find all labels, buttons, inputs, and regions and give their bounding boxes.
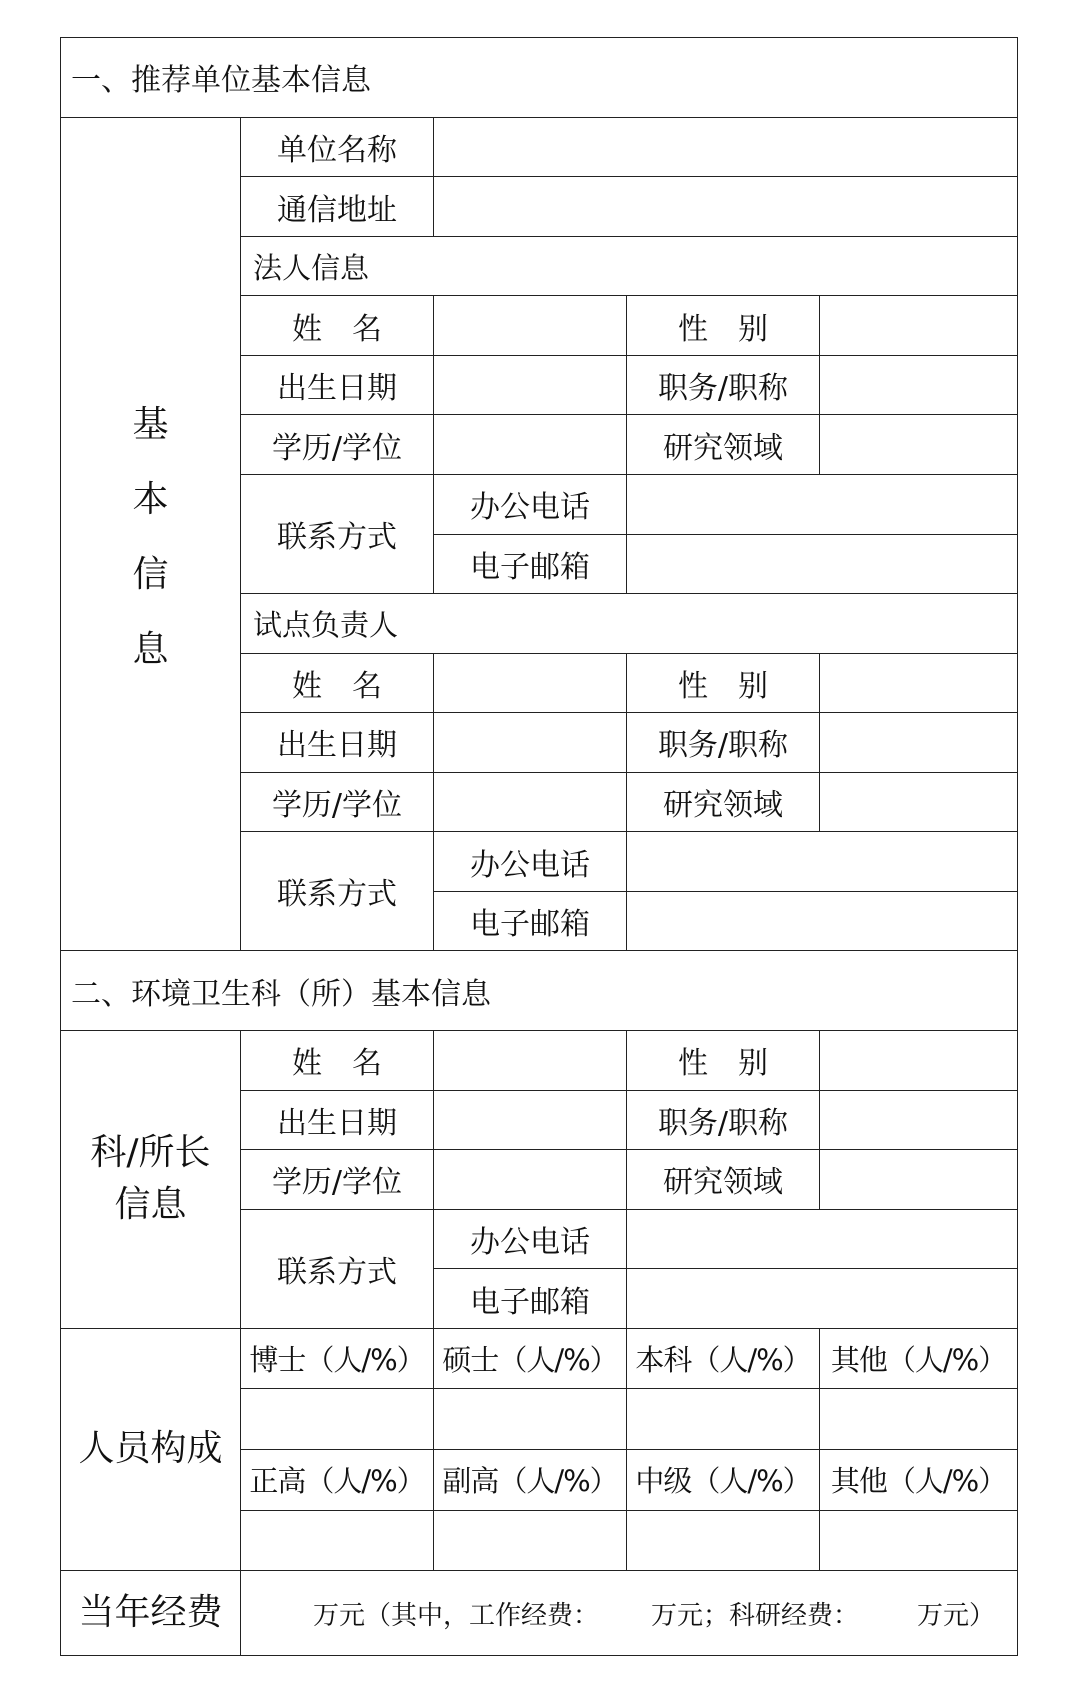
pilot-email-label: 电子邮箱 [434, 891, 627, 951]
annual-funds-label: 当年经费 [61, 1571, 241, 1656]
address-label: 通信地址 [241, 177, 434, 237]
pilot-phone-field[interactable] [627, 832, 1018, 892]
director-contact-label: 联系方式 [241, 1209, 434, 1328]
unit-name-field[interactable] [434, 117, 1018, 177]
director-education-label: 学历/学位 [241, 1150, 434, 1210]
funds-part2: 万元；科研经费： [651, 1600, 860, 1631]
pilot-contact-label: 联系方式 [241, 832, 434, 951]
pilot-gender-label: 性 别 [627, 653, 820, 713]
legal-phone-label: 办公电话 [434, 475, 627, 535]
legal-title-label: 职务/职称 [627, 355, 820, 415]
application-form-table [60, 37, 1018, 1656]
director-title-field[interactable] [820, 1090, 1018, 1150]
legal-email-label: 电子邮箱 [434, 534, 627, 594]
bachelor-header: 本科（人/%） [627, 1328, 820, 1389]
pilot-birth-label: 出生日期 [241, 713, 434, 773]
bachelor-field[interactable] [627, 1389, 820, 1450]
other-degree-field[interactable] [820, 1389, 1018, 1450]
address-field[interactable] [434, 177, 1018, 237]
pilot-name-field[interactable] [434, 653, 627, 713]
pilot-title-field[interactable] [820, 713, 1018, 773]
pilot-leader-header: 试点负责人 [241, 594, 1018, 654]
director-gender-label: 性 别 [627, 1031, 820, 1091]
legal-education-label: 学历/学位 [241, 415, 434, 475]
legal-field-field[interactable] [820, 415, 1018, 475]
director-education-field[interactable] [434, 1150, 627, 1210]
director-title-label: 职务/职称 [627, 1090, 820, 1150]
senior-header: 正高（人/%） [241, 1449, 434, 1510]
director-field-label: 研究领域 [627, 1150, 820, 1210]
pilot-education-label: 学历/学位 [241, 772, 434, 832]
pilot-field-label: 研究领域 [627, 772, 820, 832]
pilot-education-field[interactable] [434, 772, 627, 832]
pilot-email-field[interactable] [627, 891, 1018, 951]
other-title-field[interactable] [820, 1510, 1018, 1571]
funds-part3: 万元） [917, 1600, 996, 1631]
basic-info-label: 基 本 信 息 [61, 117, 241, 951]
director-phone-field[interactable] [627, 1209, 1018, 1269]
intermediate-header: 中级（人/%） [627, 1449, 820, 1510]
legal-title-field[interactable] [820, 355, 1018, 415]
legal-gender-label: 性 别 [627, 296, 820, 356]
director-info-label: 科/所长 信息 [61, 1031, 241, 1329]
director-birth-field[interactable] [434, 1090, 627, 1150]
unit-name-label: 单位名称 [241, 117, 434, 177]
director-name-label: 姓 名 [241, 1031, 434, 1091]
legal-contact-label: 联系方式 [241, 475, 434, 594]
funds-part1: 万元（其中，工作经费： [313, 1600, 600, 1631]
legal-person-header: 法人信息 [241, 236, 1018, 296]
director-email-field[interactable] [627, 1269, 1018, 1329]
pilot-name-label: 姓 名 [241, 653, 434, 713]
staff-composition-label: 人员构成 [61, 1328, 241, 1570]
legal-gender-field[interactable] [820, 296, 1018, 356]
phd-field[interactable] [241, 1389, 434, 1450]
master-header: 硕士（人/%） [434, 1328, 627, 1389]
director-field-field[interactable] [820, 1150, 1018, 1210]
pilot-birth-field[interactable] [434, 713, 627, 773]
legal-phone-field[interactable] [627, 475, 1018, 535]
pilot-title-label: 职务/职称 [627, 713, 820, 773]
director-name-field[interactable] [434, 1031, 627, 1091]
pilot-phone-label: 办公电话 [434, 832, 627, 892]
section1-title: 一、推荐单位基本信息 [61, 38, 1018, 118]
legal-name-field[interactable] [434, 296, 627, 356]
associate-senior-field[interactable] [434, 1510, 627, 1571]
senior-field[interactable] [241, 1510, 434, 1571]
legal-birth-field[interactable] [434, 355, 627, 415]
legal-birth-label: 出生日期 [241, 355, 434, 415]
associate-senior-header: 副高（人/%） [434, 1449, 627, 1510]
other-title-header: 其他（人/%） [820, 1449, 1018, 1510]
pilot-gender-field[interactable] [820, 653, 1018, 713]
master-field[interactable] [434, 1389, 627, 1450]
annual-funds-field[interactable] [241, 1571, 1018, 1656]
other-degree-header: 其他（人/%） [820, 1328, 1018, 1389]
section2-title: 二、环境卫生科（所）基本信息 [61, 951, 1018, 1031]
pilot-field-field[interactable] [820, 772, 1018, 832]
legal-email-field[interactable] [627, 534, 1018, 594]
director-birth-label: 出生日期 [241, 1090, 434, 1150]
legal-field-label: 研究领域 [627, 415, 820, 475]
legal-education-field[interactable] [434, 415, 627, 475]
intermediate-field[interactable] [627, 1510, 820, 1571]
legal-name-label: 姓 名 [241, 296, 434, 356]
phd-header: 博士（人/%） [241, 1328, 434, 1389]
director-email-label: 电子邮箱 [434, 1269, 627, 1329]
director-phone-label: 办公电话 [434, 1209, 627, 1269]
director-gender-field[interactable] [820, 1031, 1018, 1091]
